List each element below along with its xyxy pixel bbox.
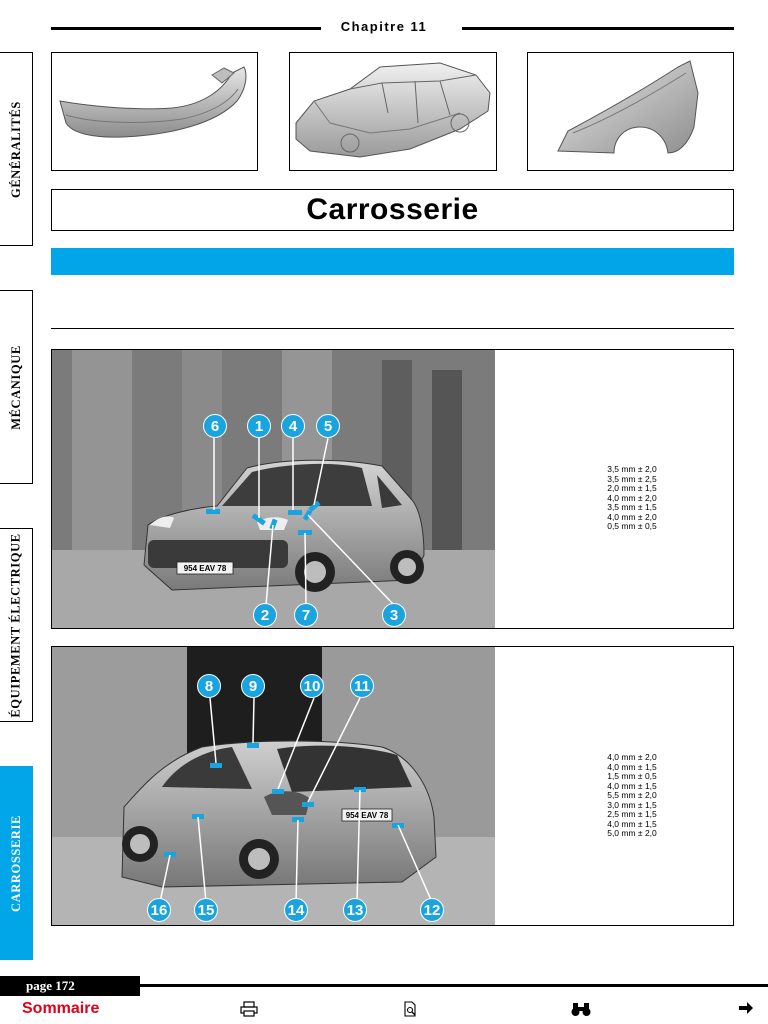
front-gap-panel bbox=[51, 349, 734, 629]
callout-6: 6 bbox=[203, 414, 227, 438]
tolerance-6: 4,0 mm ± 2,0 bbox=[607, 511, 657, 522]
body-shell-image bbox=[289, 52, 497, 171]
chapter-title: Chapitre 11 bbox=[340, 19, 428, 34]
callout-13: 13 bbox=[343, 898, 367, 922]
tolerance-12: 5,5 mm ± 2,0 bbox=[607, 790, 657, 800]
search-document-icon[interactable] bbox=[404, 1001, 418, 1021]
tolerance-9: 4,0 mm ± 1,5 bbox=[607, 761, 657, 772]
tab-mecanique[interactable] bbox=[0, 290, 33, 484]
section-title-box bbox=[51, 189, 734, 231]
rear-gap-panel bbox=[51, 646, 734, 926]
tolerance-13: 3,0 mm ± 1,5 bbox=[607, 799, 657, 810]
callout-9: 9 bbox=[241, 674, 265, 698]
callout-8: 8 bbox=[197, 674, 221, 698]
rear-tolerance-list bbox=[542, 753, 722, 839]
page-number: page 172 bbox=[0, 976, 140, 996]
tolerance-3: 2,0 mm ± 1,5 bbox=[607, 483, 657, 493]
tab-carrosserie-label: CARROSSERIE bbox=[9, 814, 23, 912]
tab-generalites-label: GÉNÉRALITÉS bbox=[8, 100, 23, 198]
callout-4: 4 bbox=[281, 414, 305, 438]
printer-icon[interactable] bbox=[240, 1001, 258, 1021]
tolerance-10: 1,5 mm ± 0,5 bbox=[607, 771, 657, 781]
tolerance-16: 5,0 mm ± 2,0 bbox=[607, 828, 657, 838]
callout-14: 14 bbox=[284, 898, 308, 922]
callout-2: 2 bbox=[253, 603, 277, 627]
callout-16: 16 bbox=[147, 898, 171, 922]
wing-panel-image bbox=[527, 52, 734, 171]
front-car-photo bbox=[52, 350, 495, 628]
accent-bar bbox=[51, 248, 734, 275]
tolerance-8: 4,0 mm ± 2,0 bbox=[607, 752, 657, 762]
front-plate: 954 EAV 78 bbox=[183, 564, 227, 573]
callout-10: 10 bbox=[300, 674, 324, 698]
tolerance-2: 3,5 mm ± 2,5 bbox=[607, 473, 657, 484]
tab-equipement-electrique-label: ÉQUIPEMENT ÉLECTRIQUE bbox=[8, 532, 23, 718]
bumper-image bbox=[51, 52, 258, 171]
front-tolerance-list bbox=[542, 465, 722, 532]
tolerance-15: 4,0 mm ± 1,5 bbox=[607, 818, 657, 829]
callout-7: 7 bbox=[294, 603, 318, 627]
tolerance-14: 2,5 mm ± 1,5 bbox=[607, 809, 657, 819]
rear-car-photo bbox=[52, 647, 495, 925]
arrow-right-icon[interactable] bbox=[738, 1001, 754, 1019]
tolerance-1: 3,5 mm ± 2,0 bbox=[607, 464, 657, 474]
tab-carrosserie[interactable] bbox=[0, 766, 33, 960]
binoculars-icon[interactable] bbox=[571, 1001, 591, 1021]
tab-mecanique-label: MÉCANIQUE bbox=[8, 344, 23, 430]
callout-5: 5 bbox=[316, 414, 340, 438]
tab-equipement-electrique[interactable] bbox=[0, 528, 33, 722]
tolerance-4: 4,0 mm ± 2,0 bbox=[607, 492, 657, 503]
callout-1: 1 bbox=[247, 414, 271, 438]
callout-15: 15 bbox=[194, 898, 218, 922]
tab-generalites[interactable] bbox=[0, 52, 33, 246]
tolerance-5: 3,5 mm ± 1,5 bbox=[607, 502, 657, 512]
tolerance-7: 0,5 mm ± 0,5 bbox=[607, 521, 657, 531]
sommaire-link[interactable]: Sommaire bbox=[22, 1000, 100, 1017]
rear-plate: 954 EAV 78 bbox=[345, 811, 389, 820]
callout-11: 11 bbox=[350, 674, 374, 698]
callout-3: 3 bbox=[382, 603, 406, 627]
tolerance-11: 4,0 mm ± 1,5 bbox=[607, 780, 657, 791]
section-divider bbox=[51, 328, 734, 329]
section-title: Carrosserie bbox=[306, 193, 479, 226]
callout-12: 12 bbox=[420, 898, 444, 922]
